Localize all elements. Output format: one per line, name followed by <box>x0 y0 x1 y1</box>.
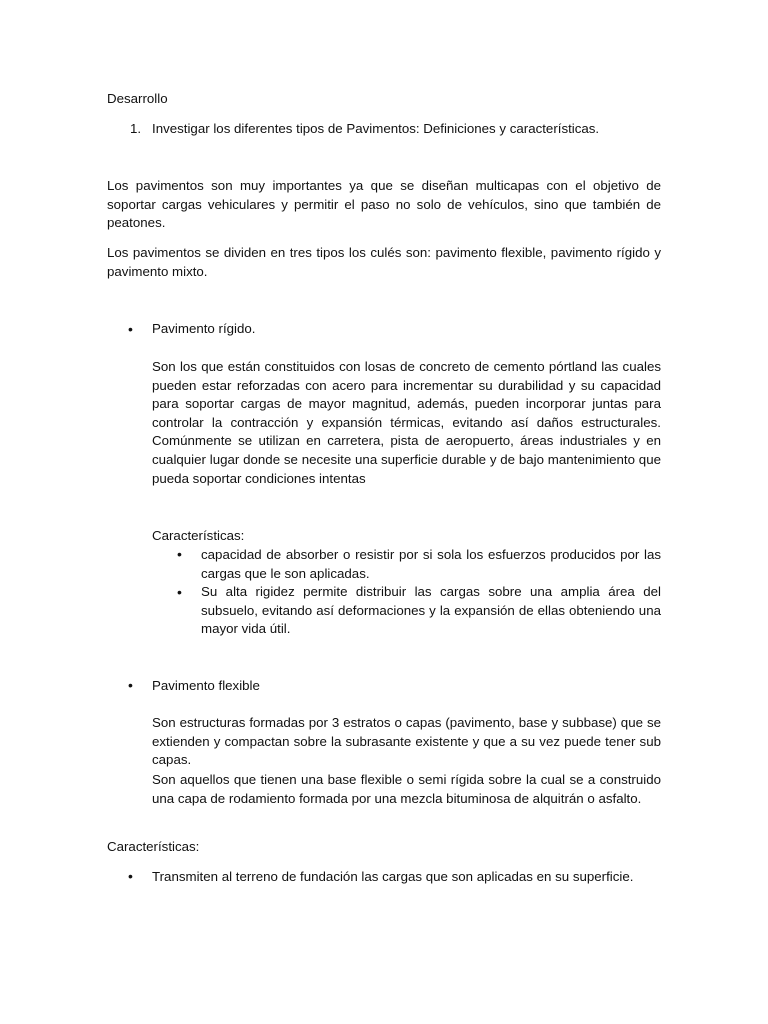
numbered-item-text: Investigar los diferentes tipos de Pavimentos: Definiciones y características. <box>152 121 600 136</box>
bullet-icon: • <box>128 868 133 884</box>
bullet-icon: • <box>177 546 182 562</box>
flexible-pavement-title: Pavimento flexible <box>152 678 260 693</box>
flexible-pavement-description: Son aquellos que tienen una base flexible o semi rígida sobre la cual se a construido una capa de rodamiento formada por una mezcla bituminosa de alquitrán o asfalto. <box>152 772 661 806</box>
bullet-icon: • <box>128 321 133 337</box>
flexible-features-label: Características: <box>107 839 200 854</box>
flexible-feature-item: Transmiten al terreno de fundación las cargas que son aplicadas en su superficie. <box>152 869 634 884</box>
rigid-feature-item: capacidad de absorber o resistir por si sola los esfuerzos producidos por las cargas que le son aplicadas. <box>201 547 661 581</box>
rigid-pavement-title: Pavimento rígido. <box>152 321 256 336</box>
intro-paragraph: Los pavimentos se dividen en tres tipos los culés son: pavimento flexible, pavimento rígido y pavimento mixto. <box>107 245 661 279</box>
numbered-item-marker: 1. <box>130 121 142 136</box>
bullet-icon: • <box>128 677 133 693</box>
rigid-features-label: Características: <box>152 528 245 543</box>
rigid-feature-item: Su alta rigidez permite distribuir las cargas sobre una amplia área del subsuelo, evitando así deformaciones y la expansión de ellas obteniendo una mayor vida útil. <box>201 584 661 637</box>
section-heading: Desarrollo <box>107 91 168 106</box>
intro-paragraph: Los pavimentos son muy importantes ya que se diseñan multicapas con el objetivo de soportar cargas vehiculares y permitir el paso no solo de vehículos, sino que también de peatones. <box>107 178 661 231</box>
bullet-icon: • <box>177 584 182 600</box>
rigid-pavement-description: Son los que están constituidos con losas de concreto de cemento pórtland las cuales pueden estar reforzadas con acero para incrementar su durabilidad y su capacidad para soportar cargas de mayor magnitud, además, pueden incorporar juntas para controlar la contracción y expansión térmicas, evitando así daños estructurales. Comúnmente se utilizan en carretera, pista de aeropuerto, áreas industriales y en cualquier lugar donde se necesite una superficie durable y de bajo mantenimiento que pueda soportar condiciones intentas <box>152 359 661 486</box>
flexible-pavement-description: Son estructuras formadas por 3 estratos o capas (pavimento, base y subbase) que se extienden y compactan sobre la subrasante existente y que a su vez puede tener sub capas. <box>152 715 661 768</box>
